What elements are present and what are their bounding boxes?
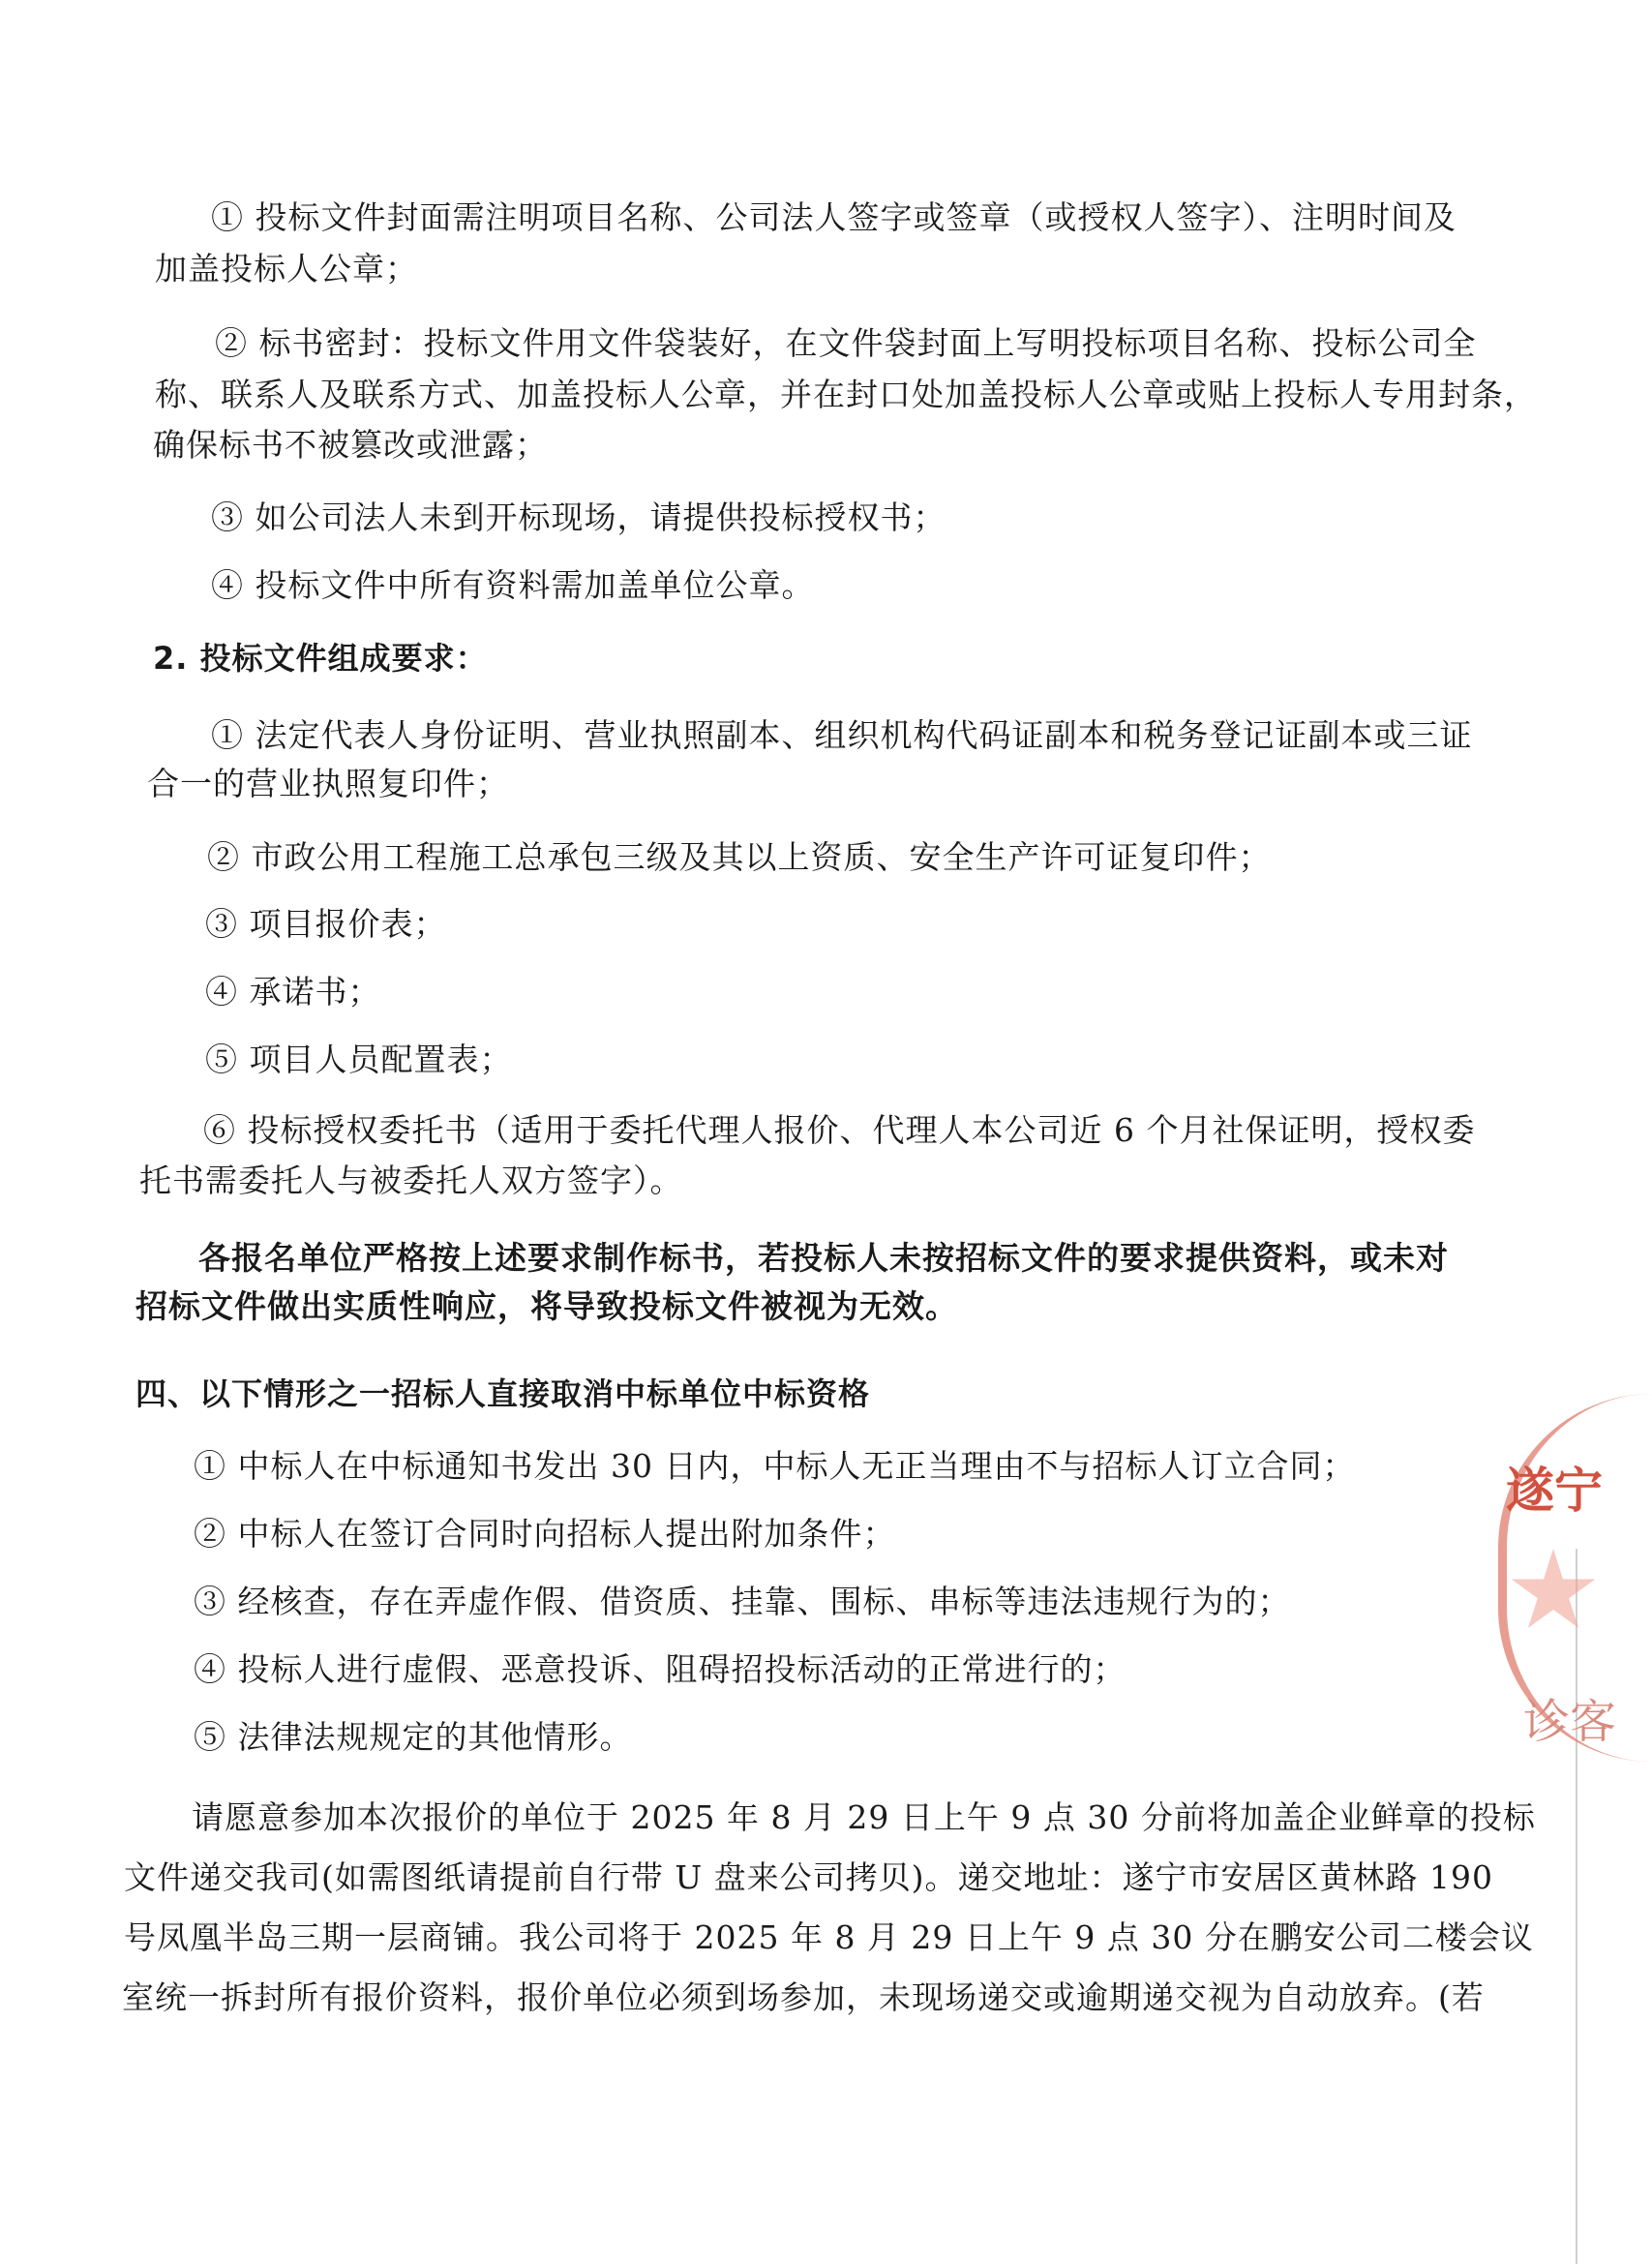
text-line: ⑤ 项目人员配置表； [205,1041,513,1078]
text-line: 称、联系人及联系方式、加盖投标人公章，并在封口处加盖投标人公章或贴上投标人专用封条， [155,376,1537,413]
text-line: 招标文件做出实质性响应，将导致投标文件被视为无效。 [135,1287,958,1325]
text-line: ① 投标文件封面需注明项目名称、公司法人签字或签章（或授权人签字）、注明时间及 [211,198,1457,236]
text-line: 托书需委托人与被委托人双方签字）。 [139,1162,683,1199]
text-line: 请愿意参加本次报价的单位于 2025 年 8 月 29 日上午 9 点 30 分前将加盖企业鲜章的投标 [192,1798,1536,1836]
text-line: ② 中标人在签订合同时向招标人提出附加条件； [194,1515,896,1553]
text-line: ④ 承诺书； [205,973,381,1011]
text-line: 加盖投标人公章； [155,250,418,287]
text-line: ② 标书密封：投标文件用文件袋装好，在文件袋封面上写明投标项目名称、投标公司全 [215,324,1477,362]
text-line: ⑤ 法律法规规定的其他情形。 [194,1718,633,1756]
text-line: 文件递交我司(如需图纸请提前自行带 U 盘来公司拷贝)。递交地址：遂宁市安居区黄林路 190 [124,1858,1494,1896]
text-line: 合一的营业执照复印件； [147,765,509,802]
section-heading: 2. 投标文件组成要求： [153,640,488,677]
text-line: ① 法定代表人身份证明、营业执照副本、组织机构代码证副本和税务登记证副本或三证 [211,716,1473,754]
text-line: 确保标书不被篡改或泄露； [153,426,548,464]
text-line: 号凤凰半岛三期一层商铺。我公司将于 2025 年 8 月 29 日上午 9 点 30 分在鹏安公司二楼会议 [124,1918,1534,1956]
seal-text-top: 遂宁 [1506,1462,1603,1519]
seal-text-bottom: 诊客 [1523,1695,1617,1749]
text-line: ③ 经核查，存在弄虚作假、借资质、挂靠、围标、串标等违法违规行为的； [194,1583,1291,1620]
text-line: ④ 投标人进行虚假、恶意投诉、阻碍招投标活动的正常进行的； [194,1650,1126,1688]
text-line: ③ 项目报价表； [205,905,447,943]
text-line: ③ 如公司法人未到开标现场，请提供投标授权书； [211,498,946,536]
text-line: 室统一拆封所有报价资料，报价单位必须到场参加，未现场递交或逾期递交视为自动放弃。(若 [122,1978,1485,2016]
text-line: 各报名单位严格按上述要求制作标书，若投标人未按招标文件的要求提供资料，或未对 [198,1239,1449,1277]
text-line: ④ 投标文件中所有资料需加盖单位公章。 [211,566,815,604]
text-line: ① 中标人在中标通知书发出 30 日内，中标人无正当理由不与招标人订立合同； [194,1447,1356,1485]
section-heading: 四、以下情形之一招标人直接取消中标单位中标资格 [135,1375,871,1412]
text-line: ⑥ 投标授权委托书（适用于委托代理人报价、代理人本公司近 6 个月社保证明，授权委 [203,1111,1476,1149]
text-line: ② 市政公用工程施工总承包三级及其以上资质、安全生产许可证复印件； [207,838,1272,876]
